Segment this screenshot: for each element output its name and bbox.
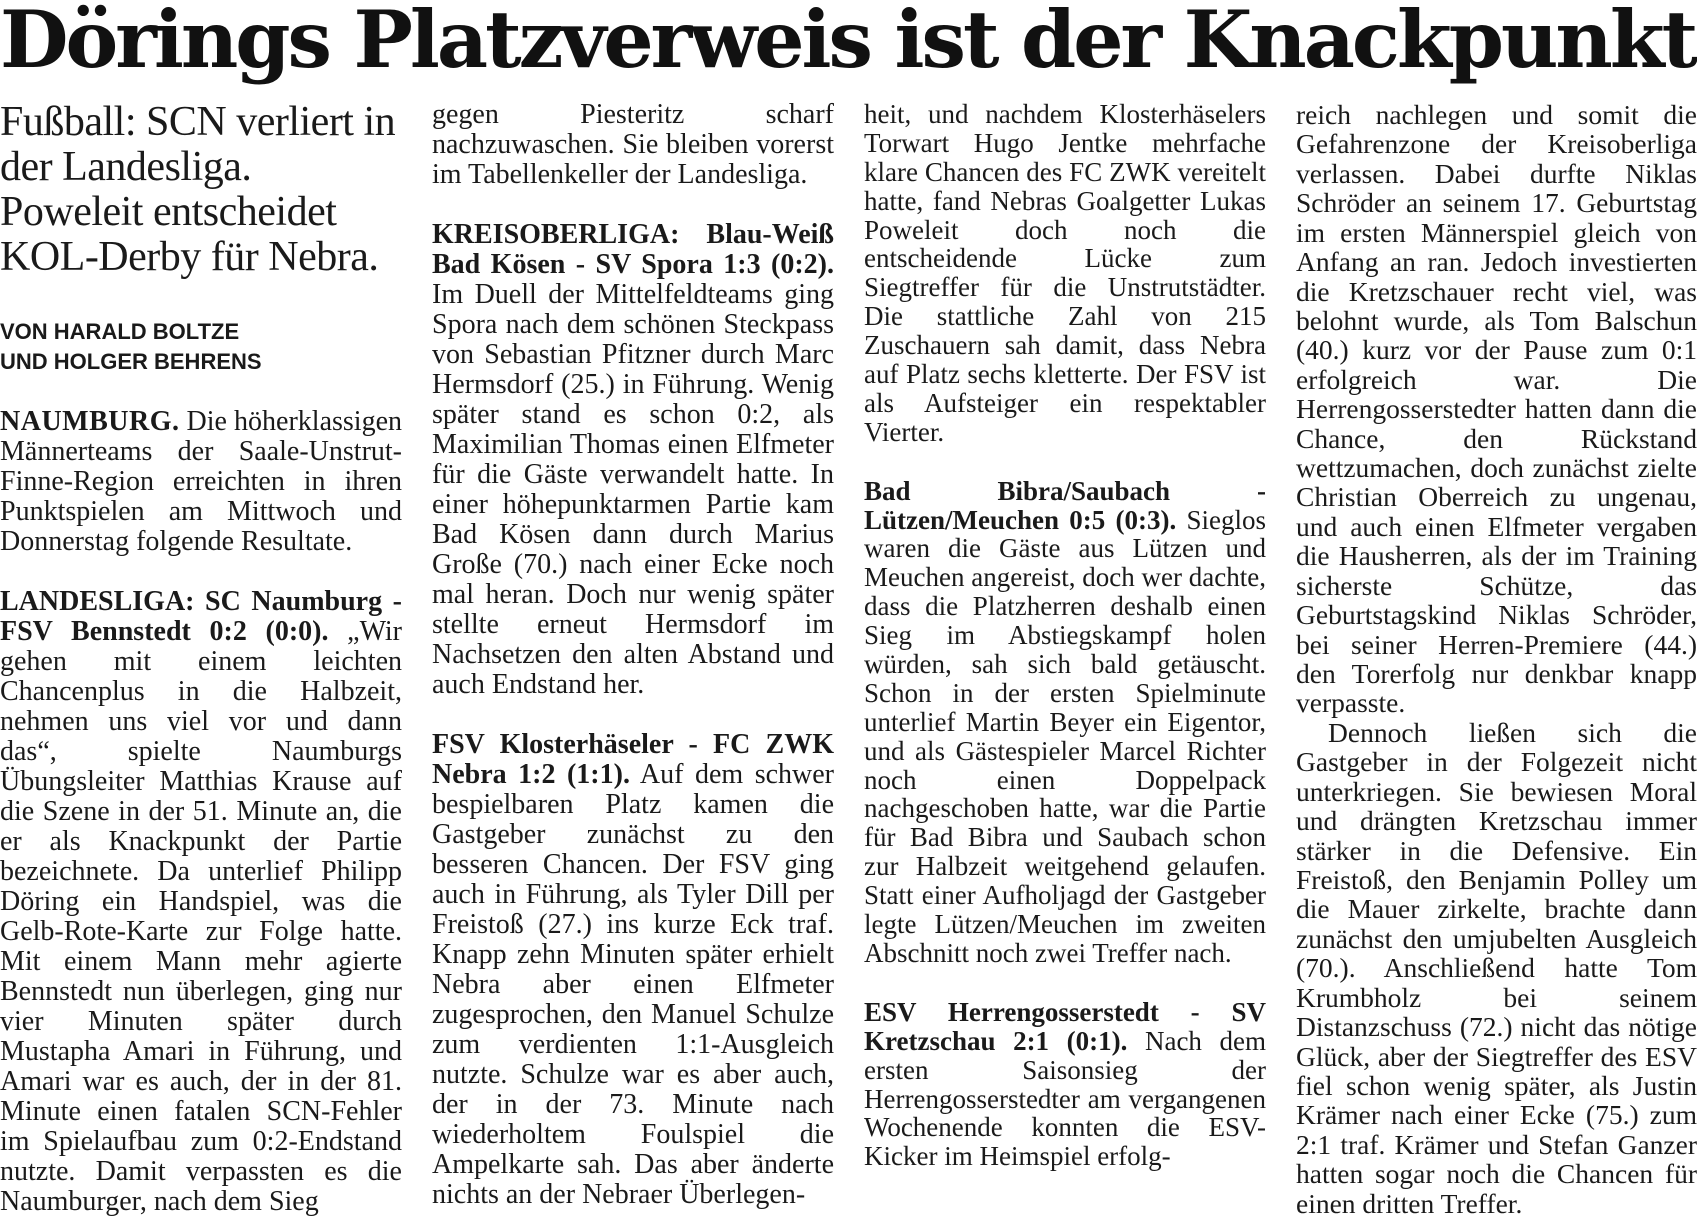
subheadline: Fußball: SCN verliert in der Landesliga. Poweleit entscheidet KOL-Derby für Nebra. (0, 99, 396, 280)
herrengosserstedt-text: Nach dem ersten Saisonsieg der Herrengosserstedter am vergangenen Wochenende konnten die ESV-Kicker im Heimspiel erfolg- (864, 1025, 1266, 1172)
byline-line-2: UND HOLGER BEHRENS (0, 349, 262, 374)
kreisoberliga-paragraph (432, 220, 834, 700)
article-column-3 (864, 100, 1266, 1171)
headline: Dörings Platzverweis ist der Knackpunkt (0, 0, 1696, 86)
intro-paragraph (0, 407, 402, 557)
intro-text: Die höherklassigen Männerteams der Saale-Unstrut-Finne-Region erreichten in ihren Punktspielen am Mittwoch und Donnerstag folgende Resultate. (0, 406, 402, 557)
klosterhaeseler-paragraph (432, 730, 834, 1210)
herrengosserstedt-paragraph (864, 998, 1266, 1171)
section-heading-landesliga: LANDESLIGA: SC Naumburg - FSV Bennstedt 0:2 (0:0). (0, 586, 402, 647)
section-heading-klosterhaeseler: FSV Klosterhäseler - FC ZWK Nebra 1:2 (1:1). (432, 729, 834, 790)
article-column-4 (1296, 100, 1697, 1218)
dateline: NAUMBURG. (0, 406, 180, 437)
section-heading-herrengosserstedt: ESV Herrengosserstedt - SV Kretzschau 2:1 (0:1). (864, 996, 1266, 1056)
article-column-2 (432, 100, 834, 1210)
herrengosserstedt-continued: reich nachlegen und somit die Gefahrenzone der Kreisoberliga verlassen. Dabei durfte Niklas Schröder an seinem 17. Geburtstag im ersten Männerspiel gleich von Anfang an ran. Jedoch investierten die Kretzschauer recht viel, was belohnt wurde, als Tom Balschun (40.) kurz vor der Pause zum 0:1 erfolgreich war. Die Herrengosserstedter hatten dann die Chance, den Rückstand wettzumachen, doch zunächst zielte Christian Oberreich zu ungenau, und auch einen Elfmeter vergaben die Hausherren, als der im Training sicherste Schütze, das Geburtstagskind Niklas Schröder, bei seiner Herren-Premiere (44.) den Torerfolg nur denkbar knapp verpasste. (1296, 99, 1697, 719)
landesliga-text: „Wir gehen mit einem leichten Chancenplus in die Halbzeit, nehmen uns viel vor und dann das“, spielte Naumburgs Übungsleiter Matthias Krause auf die Szene in der 51. Minute an, die er als Knackpunkt der Partie bezeichnete. Da unterlief Philipp Döring ein Handspiel, was die Gelb-Rote-Karte zur Folge hatte. Mit einem Mann mehr agierte Bennstedt nun überlegen, ging nur vier Minuten später durch Mustapha Amari in Führung, und Amari war es auch, der in der 81. Minute einen fatalen SCN-Fehler im Spielaufbau zum 0:2-Endstand nutzte. Damit verpassten es die Naumburger, nach dem Sieg (0, 616, 402, 1217)
byline-line-1: VON HARALD BOLTZE (0, 319, 240, 344)
bibra-paragraph (864, 477, 1266, 968)
kreisoberliga-text: Im Duell der Mittelfeldteams ging Spora nach dem schönen Steckpass von Sebastian Pfitzner durch Marc Hermsdorf (25.) in Führung. Wenig später stand es schon 0:2, als Maximilian Thomas einen Elfmeter für die Gäste verwandelt hatte. In einer höhepunktarmen Partie kam Bad Kösen dann durch Marius Große (70.) nach einer Ecke noch mal heran. Doch nur wenig später stellte erneut Hermsdorf im Nachsetzen den alten Abstand und auch Endstand her. (432, 279, 834, 700)
section-heading-bibra: Bad Bibra/Saubach - Lützen/Meuchen 0:5 (0:3). (864, 475, 1266, 535)
landesliga-paragraph (0, 587, 402, 1217)
klosterhaeseler-text: Auf dem schwer bespielbaren Platz kamen die Gastgeber zunächst zu den besseren Chancen. Der FSV ging auch in Führung, als Tyler Dill per Freistoß (27.) ins kurze Eck traf. Knapp zehn Minuten später erhielt Nebra aber einen Elfmeter zugesprochen, den Manuel Schulze zum verdienten 1:1-Ausgleich nutzte. Schulze war es aber auch, der in der 73. Minute nach wiederholtem Foulspiel die Ampelkarte sah. Das aber änderte nichts an der Nebraer Überlegen- (432, 759, 834, 1210)
herrengosserstedt-paragraph-2: Dennoch ließen sich die Gastgeber in der Folgezeit nicht unterkriegen. Sie bewiesen Moral und drängten Kretzschau immer stärker in die Defensive. Ein Freistoß, den Benjamin Polley um die Mauer zirkelte, brachte dann zunächst den umjubelten Ausgleich (70.). Anschließend hatte Tom Krumbholz bei seinem Distanzschuss (72.) nicht das nötige Glück, aber der Siegtreffer des ESV fiel schon wenig später, als Justin Krämer nach einer Ecke (75.) zum 2:1 traf. Krämer und Stefan Ganzer hatten sogar noch die Chancen für einen dritten Treffer. (1296, 716, 1697, 1219)
section-heading-kreisoberliga: KREISOBERLIGA: Blau-Weiß Bad Kösen - SV Spora 1:3 (0:2). (432, 219, 834, 280)
landesliga-continued: gegen Piesteritz scharf nachzuwaschen. Sie bleiben vorerst im Tabellenkeller der Landesliga. (432, 99, 834, 190)
article-column-1 (0, 100, 402, 1217)
klosterhaeseler-continued: heit, und nachdem Klosterhäselers Torwart Hugo Jentke mehrfache klare Chancen des FC ZWK vereitelt hatte, fand Nebras Goalgetter Lukas Poweleit doch noch die entscheidende Lücke zum Siegtreffer für die Unstrutstädter. Die stattliche Zahl von 215 Zuschauern sah damit, dass Nebra auf Platz sechs kletterte. Der FSV ist als Aufsteiger ein respektabler Vierter. (864, 99, 1266, 447)
bibra-text: Sieglos waren die Gäste aus Lützen und Meuchen angereist, doch wer dachte, dass die Platzherren deshalb einen Sieg im Abstiegskampf holen würden, sah sich bald getäuscht. Schon in der ersten Spielminute unterlief Martin Beyer ein Eigentor, und als Gästespieler Marcel Richter noch einen Doppelpack nachgeschoben hatte, war die Partie für Bad Bibra und Saubach schon zur Halbzeit weitgehend gelaufen. Statt einer Aufholjagd der Gastgeber legte Lützen/Meuchen im zweiten Abschnitt noch zwei Treffer nach. (864, 504, 1267, 968)
